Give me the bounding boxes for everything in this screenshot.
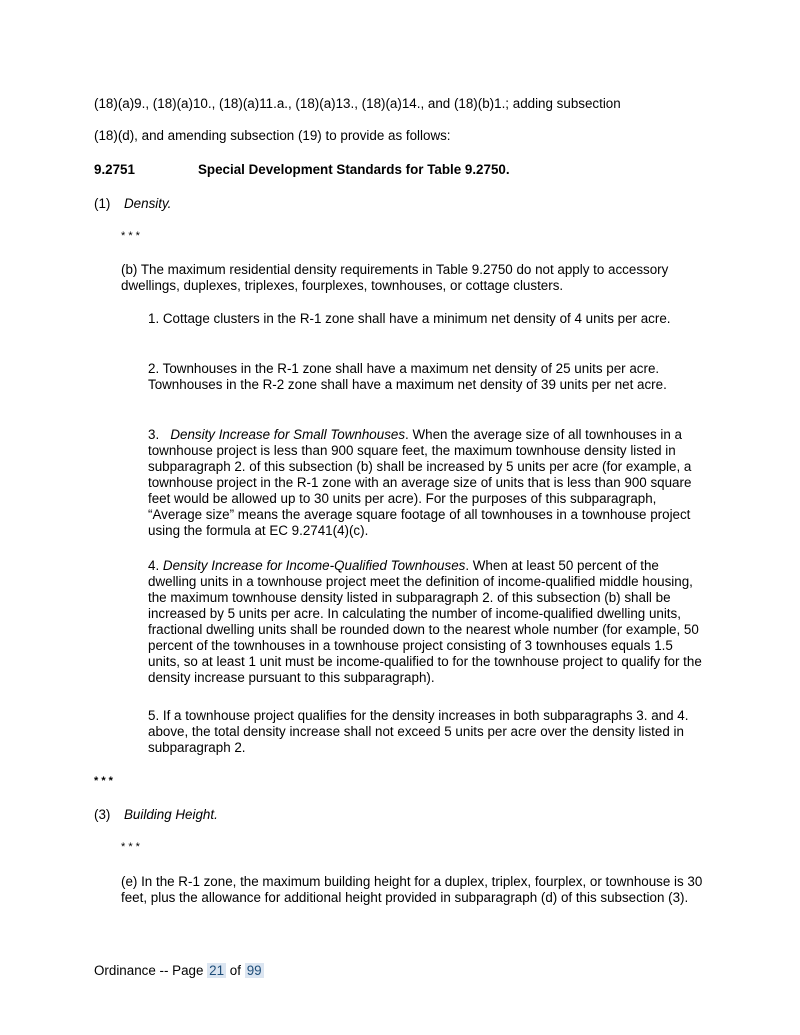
subsection-1-asterisks: * * * bbox=[121, 230, 140, 242]
current-page-number: 21 bbox=[209, 963, 225, 978]
intro-line-2: (18)(d), and amending subsection (19) to provide as follows: bbox=[94, 128, 451, 143]
item-2: 2. Townhouses in the R-1 zone shall have a maximum net density of 25 units per acre. Townhouses in the R-2 zone shall have a maximum net density of 39 units per net acre. bbox=[148, 361, 667, 392]
paragraph-b: (b) The maximum residential density requirements in Table 9.2750 do not apply to accessory dwellings, duplexes, triplexes, fourplexes, townhouses, or cottage clusters. bbox=[121, 262, 669, 293]
subsection-3-asterisks: * * * bbox=[121, 841, 140, 853]
item-3 bbox=[148, 427, 704, 539]
footer-of: of bbox=[229, 963, 241, 978]
section-separator: * * * bbox=[94, 775, 113, 787]
subsection-1-label: (1) bbox=[94, 196, 111, 211]
item-1: 1. Cottage clusters in the R-1 zone shall have a minimum net density of 4 units per acre. bbox=[148, 311, 671, 326]
subsection-1-title: Density. bbox=[124, 196, 172, 211]
item-4-text: . When at least 50 percent of the dwelling units in a townhouse project meet the definition of income-qualified middle housing, the maximum townhouse density listed in subparagraph 2. of this subsection (b) shall be increased by 5 units per acre. In calculating the number of income-qualified dwelling units, fractional dwelling units shall be rounded down to the nearest whole number (for example, 50 percent of the townhouses in a townhouse project consisting of 3 townhouses equals 1.5 units, so at least 1 unit must be income-qualified to for the townhouse project to qualify for the density increase pursuant to this subparagraph). bbox=[148, 558, 702, 685]
subsection-3-label: (3) bbox=[94, 807, 111, 822]
item-3-text: . When the average size of all townhouses in a townhouse project is less than 900 square feet, the maximum townhouse density listed in subparagraph 2. of this subsection (b) shall be increased by 5 units per acre (for example, a townhouse project in the R-1 zone with an average size of units that is less than 900 square feet would be allowed up to 30 units per acre). For the purposes of this subparagraph, “Average size” means the average square footage of all townhouses in a townhouse project using the formula at EC 9.2741(4)(c). bbox=[148, 427, 692, 538]
item-4 bbox=[148, 558, 704, 686]
page-footer bbox=[94, 963, 264, 979]
item-3-title: Density Increase for Small Townhouses bbox=[170, 427, 406, 442]
section-title: Special Development Standards for Table 9.2750. bbox=[198, 162, 510, 177]
item-3-number: 3. bbox=[148, 427, 160, 442]
section-number: 9.2751 bbox=[94, 162, 135, 177]
item-5: 5. If a townhouse project qualifies for the density increases in both subparagraphs 3. and 4. above, the total density increase shall not exceed 5 units per acre over the density listed in subparagraph 2. bbox=[148, 708, 689, 755]
paragraph-e: (e) In the R-1 zone, the maximum building height for a duplex, triplex, fourplex, or townhouse is 30 feet, plus the allowance for additional height provided in subparagraph (d) of this subsection (3). bbox=[121, 874, 703, 905]
item-4-title: Density Increase for Income-Qualified Townhouses bbox=[162, 558, 466, 573]
subsection-3-title: Building Height. bbox=[124, 807, 218, 822]
footer-prefix: Ordinance -- Page bbox=[94, 963, 204, 978]
total-page-count: 99 bbox=[246, 963, 262, 978]
item-4-number: 4. bbox=[148, 558, 160, 573]
intro-line-1: (18)(a)9., (18)(a)10., (18)(a)11.a., (18)(a)13., (18)(a)14., and (18)(b)1.; adding subsection bbox=[94, 96, 621, 111]
